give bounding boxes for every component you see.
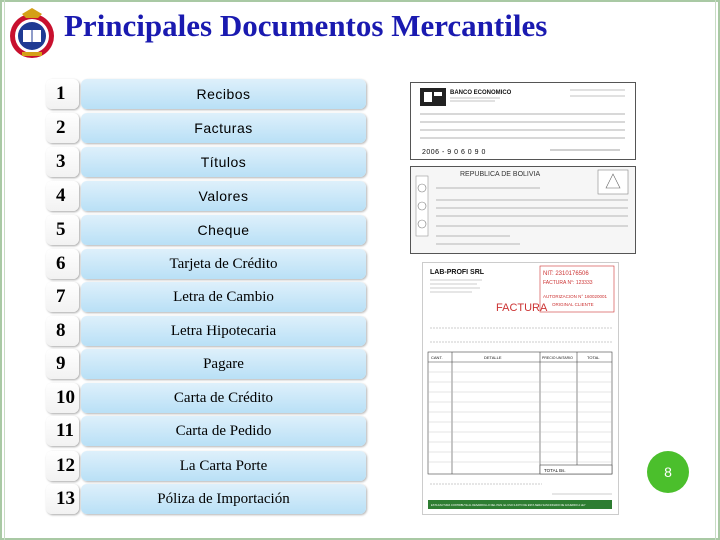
item-label: Facturas [81,113,366,143]
item-label: Valores [81,181,366,211]
university-crest-logo [8,6,56,60]
item-label: Cheque [81,215,366,245]
item-label: Carta de Pedido [81,416,366,446]
item-number: 1 [46,79,79,109]
invoice-number: FACTURA N°: 123333 [543,280,593,286]
item-number: 7 [46,282,79,312]
invoice-original: ORIGINAL CLIENTE [552,302,594,307]
cheque-image [410,166,636,254]
item-number: 3 [46,147,79,177]
frame-top [0,0,720,2]
frame-right-inner [715,0,716,540]
invoice-col-price: PRECIO UNITARIO [542,356,573,360]
slide-title: Principales Documentos Mercantiles [64,8,548,43]
list-item [46,282,366,312]
frame-left [0,0,2,540]
invoice-title: FACTURA [496,302,548,314]
list-item [46,249,366,279]
item-number: 9 [46,349,79,379]
invoice-col-total: TOTAL [587,355,600,360]
list-item [46,147,366,177]
list-item [46,451,366,481]
invoice-nit: NIT: 2310176506 [543,271,589,277]
invoice-col-qty: CANT. [431,355,443,360]
item-number: 8 [46,316,79,346]
item-label: Recibos [81,79,366,109]
list-item [46,484,366,514]
item-label: Póliza de Importación [81,484,366,514]
receipt-serial: 2006 - 9 0 6 0 9 0 [422,149,486,156]
receipt-bank-name: BANCO ECONOMICO [450,90,512,96]
list-item [46,316,366,346]
list-item [46,181,366,211]
item-number: 6 [46,249,79,279]
invoice-col-detail: DETALLE [484,355,502,360]
item-label: La Carta Porte [81,451,366,481]
item-label: Tarjeta de Crédito [81,249,366,279]
item-label: Títulos [81,147,366,177]
page-number-badge: 8 [647,451,689,493]
list-item [46,349,366,379]
invoice-image [422,262,619,515]
invoice-total-label: TOTAL Bs. [544,468,566,473]
invoice-authorization: AUTORIZACION N° 160020001 [543,294,607,299]
receipt-image [410,82,636,160]
item-number: 2 [46,113,79,143]
invoice-company: LAB-PROFI SRL [430,269,485,276]
item-number: 5 [46,215,79,245]
list-item [46,113,366,143]
item-number: 10 [46,383,79,413]
item-label: Letra de Cambio [81,282,366,312]
item-label: Letra Hipotecaria [81,316,366,346]
list-item [46,215,366,245]
item-number: 12 [46,451,79,481]
item-number: 11 [46,416,79,446]
list-item [46,79,366,109]
item-label: Pagare [81,349,366,379]
invoice-footer-note: ESTA FACTURA CONTRIBUYE AL DESARROLLO DEL PAIS. EL USO ILICITO DE ESTA SERA SANCIONADO DE ACUERDO A LEY [431,504,586,507]
item-label: Carta de Crédito [81,383,366,413]
list-item [46,383,366,413]
cheque-country: REPUBLICA DE BOLIVIA [460,171,541,178]
frame-left-inner [4,0,5,540]
item-number: 4 [46,181,79,211]
list-item [46,416,366,446]
item-number: 13 [46,484,79,514]
